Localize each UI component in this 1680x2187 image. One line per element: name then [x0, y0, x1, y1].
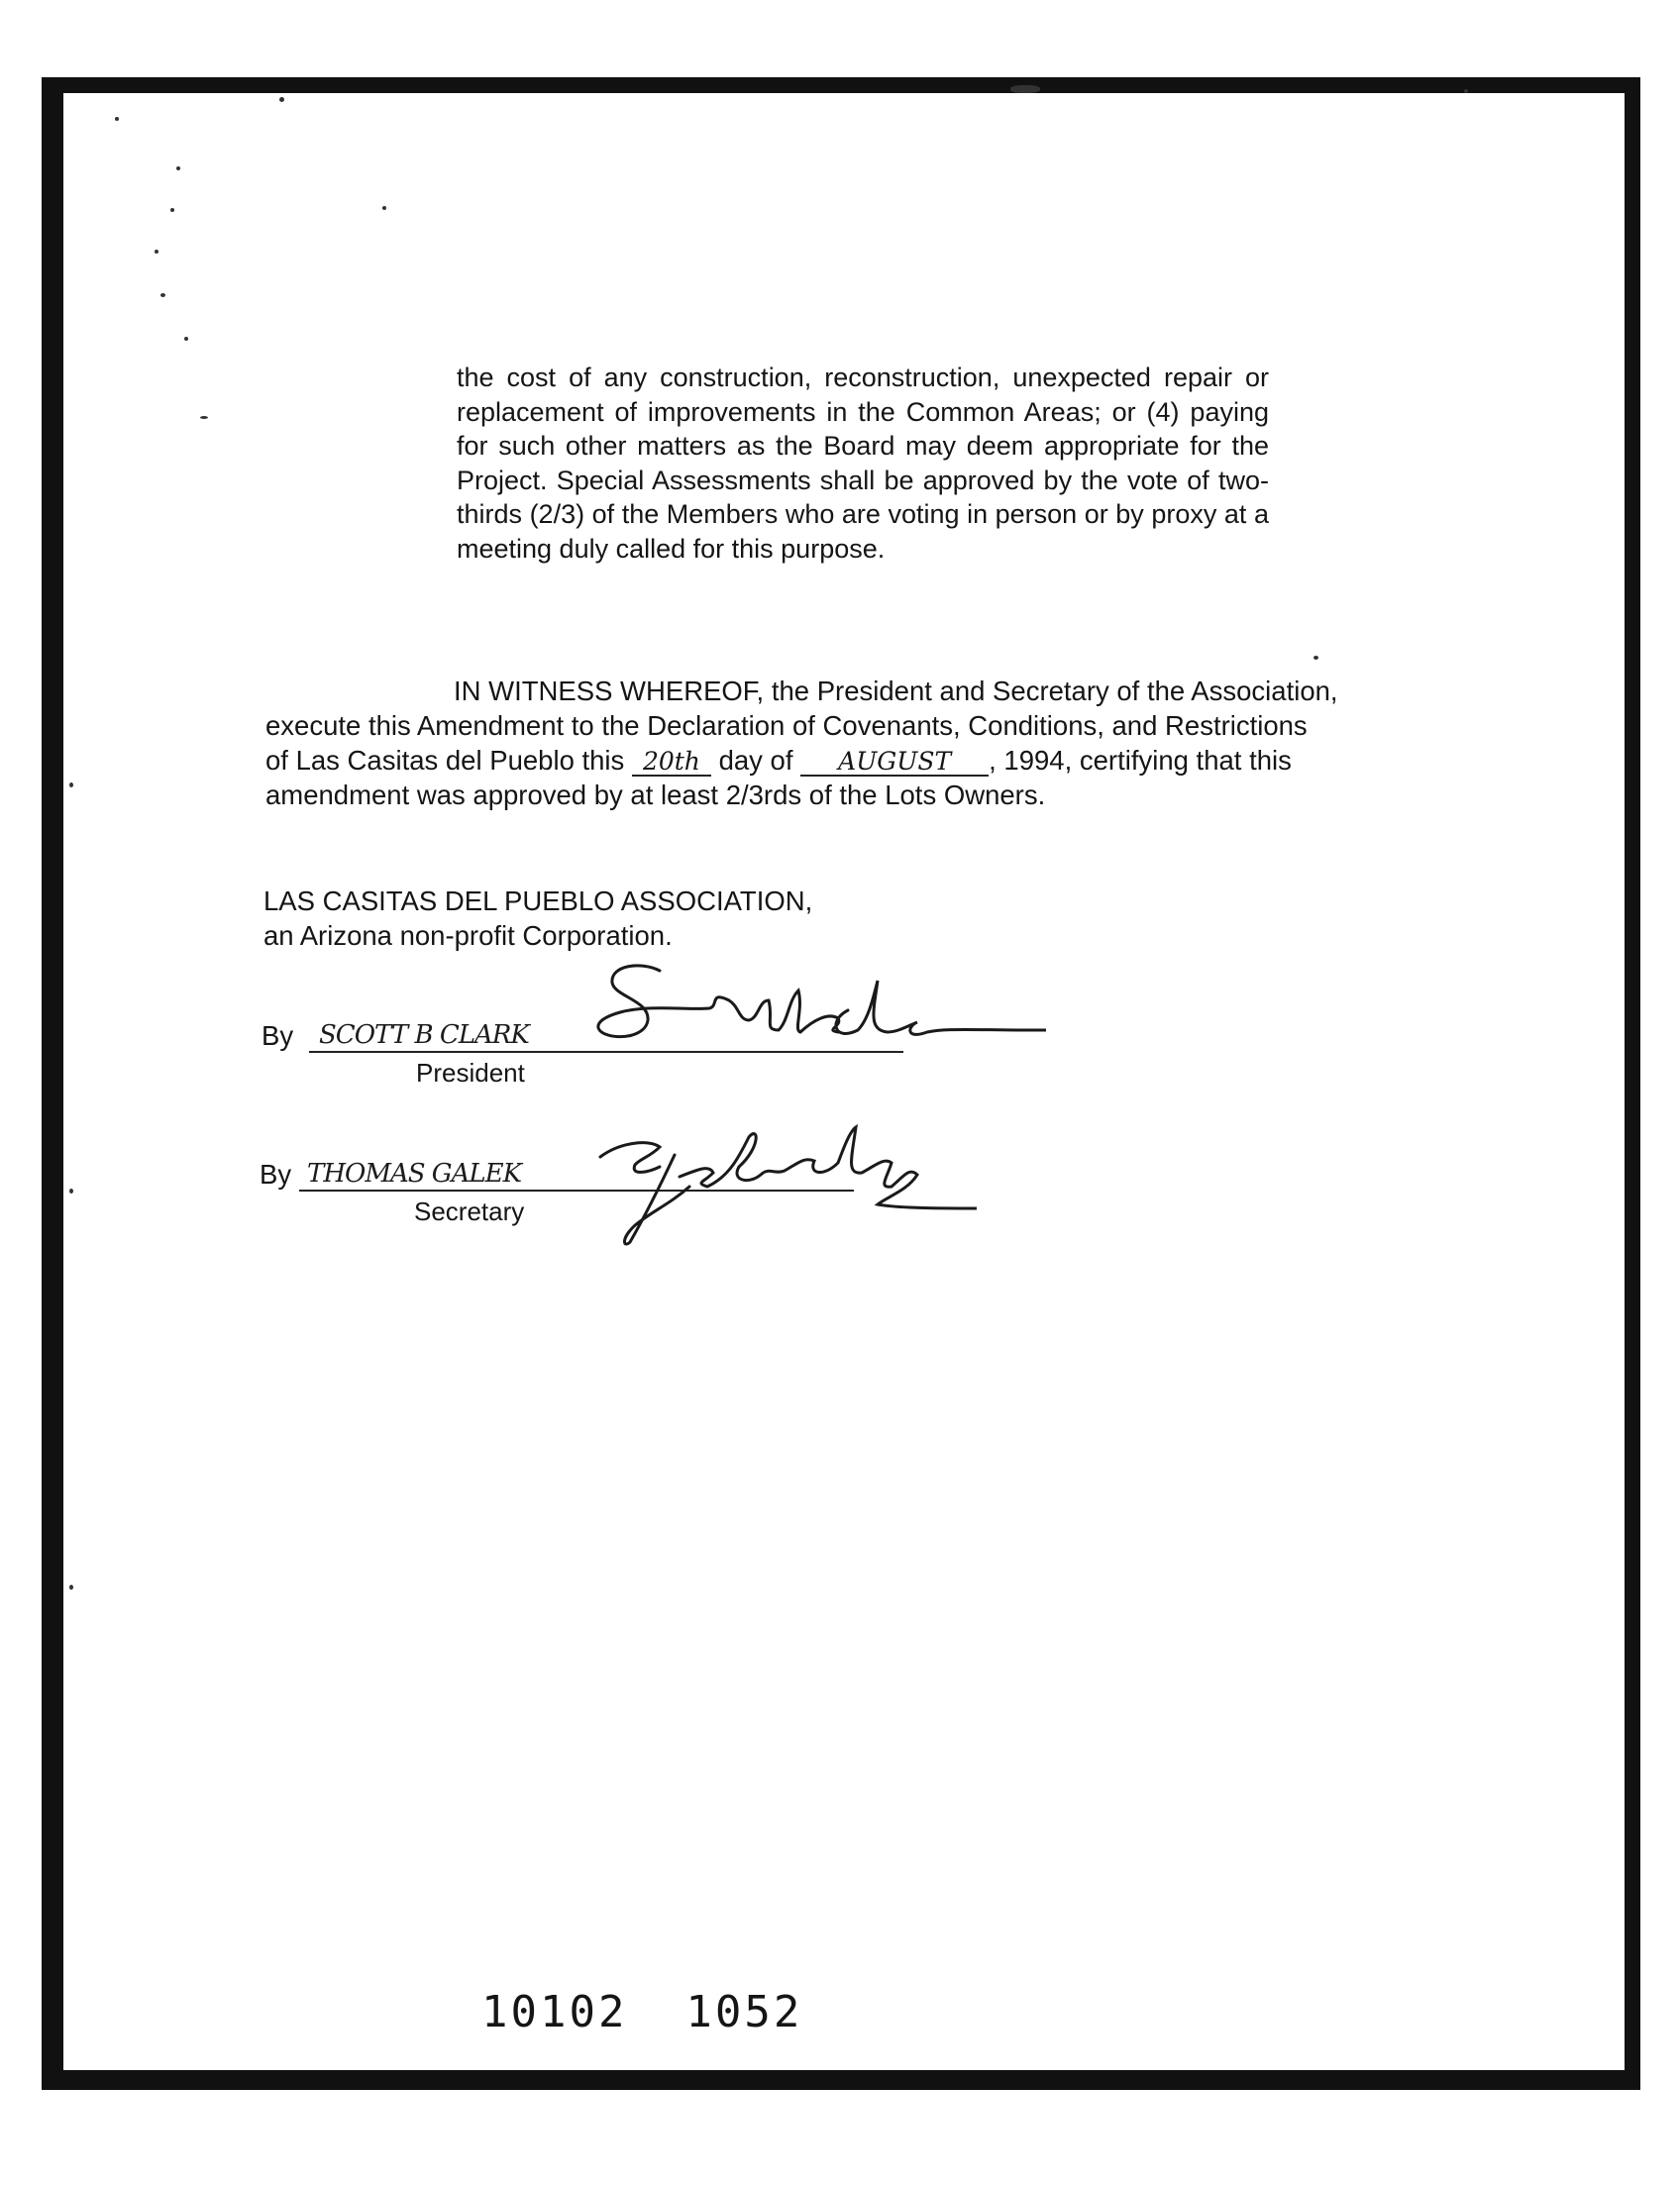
scan-speck — [1010, 85, 1040, 93]
scan-border-left — [42, 77, 63, 2090]
scan-speck — [155, 250, 158, 254]
scan-speck — [170, 208, 174, 212]
handwritten-month: AUGUST — [800, 749, 989, 777]
witness-line-1: IN WITNESS WHEREOF, the President and Secretary of the Association, — [454, 676, 1338, 706]
scan-border-bottom — [42, 2070, 1640, 2090]
scan-border-right — [1625, 77, 1640, 2088]
printed-name-president: SCOTT B CLARK — [319, 1020, 529, 1050]
witness-line-2: execute this Amendment to the Declaration of Covenants, Conditions, and Restrictions — [265, 710, 1308, 741]
handwritten-day: 20th — [632, 749, 711, 777]
signature-president — [590, 961, 1046, 1070]
by-label-president: By — [262, 1020, 294, 1051]
scan-speck — [1313, 656, 1318, 660]
witness-line-3-end: , 1994, certifying that this — [989, 745, 1292, 776]
scan-speck — [176, 166, 180, 170]
assessment-paragraph: the cost of any construction, reconstruction, unexpected repair or replacement of improvements in the Common Areas; or (4) paying for such other matters as the Board may deem appropriate for the Project. Special Assessments shall be approved by the vote of two-thirds (2/3) of the Members who are voting in person or by proxy at a meeting duly called for this purpose. — [457, 363, 1269, 564]
role-president: President — [416, 1058, 525, 1088]
scan-speck — [69, 1189, 73, 1194]
printed-name-secretary: THOMAS GALEK — [307, 1159, 522, 1189]
by-label-secretary: By — [260, 1159, 292, 1190]
witness-line-4: amendment was approved by at least 2/3rds of the Lots Owners. — [265, 780, 1046, 810]
signature-secretary — [590, 1117, 977, 1256]
scan-border-top — [63, 77, 1630, 93]
scan-speck — [382, 206, 386, 210]
scan-speck — [1464, 89, 1468, 93]
scan-speck — [200, 416, 208, 419]
witness-line-3-middle: day of — [718, 745, 793, 776]
scan-speck — [160, 293, 165, 297]
scan-speck — [69, 1585, 73, 1590]
association-subtitle: an Arizona non-profit Corporation. — [263, 920, 673, 951]
scan-speck — [279, 97, 284, 102]
witness-paragraph — [265, 674, 1445, 812]
scan-speck — [115, 117, 119, 121]
scan-speck — [69, 782, 73, 787]
page-number: 10102 1052 — [481, 1987, 803, 2037]
association-name: LAS CASITAS DEL PUEBLO ASSOCIATION, — [263, 885, 813, 916]
witness-line-3-start: of Las Casitas del Pueblo this — [265, 745, 625, 776]
role-secretary: Secretary — [414, 1197, 525, 1226]
scan-speck — [184, 337, 188, 341]
